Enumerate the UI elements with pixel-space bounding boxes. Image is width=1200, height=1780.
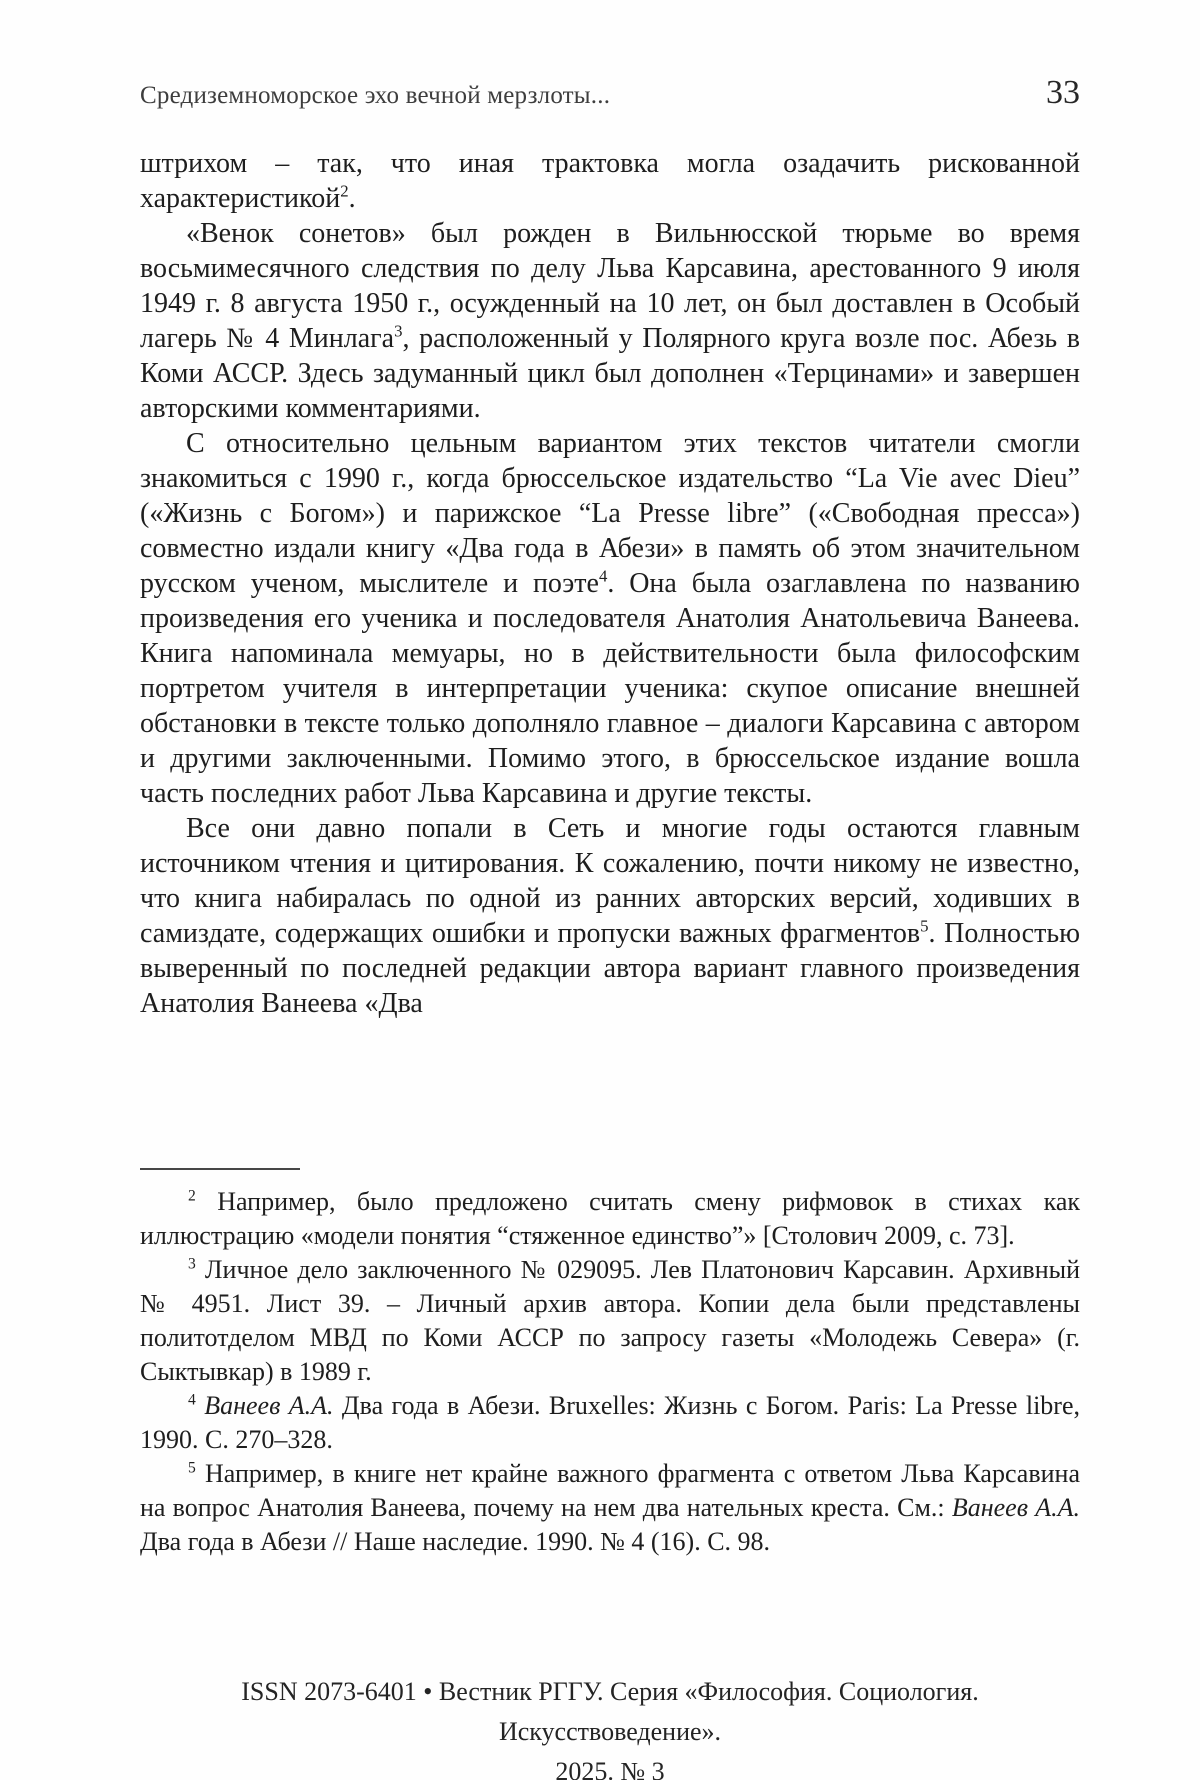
footnote [140,1253,1080,1389]
text-run: . Она была озаглавлена по названию произведения его ученика и последователя Анатолия Анатольевича Ванеева. Книга напоминала мемуары, но в действительности была философским портретом учителя в интерпретации ученика: скупое описание внешней обстановки в тексте только дополняло главное – диалоги Карсавина с автором и другими заключенными. Помимо этого, в брюссельское издание вошла часть последних работ Льва Карсавина и другие тексты. [140,568,1080,809]
text-run: . Полностью выверенный по последней редакции автора вариант главного произведения Анатолия Ванеева «Два [140,918,1081,1019]
page-number: 33 [1046,74,1080,111]
footnote-number: 3 [394,321,403,341]
footnote-separator [140,1168,300,1170]
footnote [140,1185,1080,1253]
footnotes-block [140,1185,1080,1559]
text-run: Например, в книге нет крайне важного фрагмента с ответом Льва Карсавина на вопрос Анатолия Ванеева, почему на нем два нательных креста. См.: [140,1459,1080,1522]
footnote-number: 3 [188,1255,196,1273]
text-run: Например, было предложено считать смену рифмовок в стихах как иллюстрацию «модели понятия “стяженное единство”» [Столович 2009, с. 73]. [140,1187,1080,1250]
paragraph [140,426,1080,811]
footnote [140,1389,1080,1457]
running-title: Средиземноморское эхо вечной мерзлоты... [140,82,611,109]
footnote [140,1457,1080,1559]
paragraph [140,811,1080,1021]
page-footer [140,1672,1080,1780]
text-run: Два года в Абези. Bruxelles: Жизнь с Богом. Paris: La Presse libre, 1990. С. 270–328. [140,1391,1080,1454]
italic-citation-author: Ванеев А.А. [951,1493,1080,1522]
text-run: Все они давно попали в Сеть и многие годы остаются главным источником чтения и цитирования. К сожалению, почти никому не известно, что книга набиралась по одной из ранних авторских версий, ходивших в самиздате, содержащих ошибки и пропуски важных фрагментов [140,813,1080,949]
text-run: штрихом – так, что иная трактовка могла озадачить рискованной характеристикой [140,148,1080,214]
text-run: С относительно цельным вариантом этих текстов читатели смогли знакомиться с 1990 г., когда брюссельское издательство “La Vie avec Dieu” («Жизнь с Богом») и парижское “La Presse libre” («Свободная пресса») совместно издали книгу «Два года в Абези» в память об этом значительном русском ученом, мыслителе и поэте [140,428,1080,599]
footnote-number: 5 [188,1459,196,1477]
footnote-number: 4 [188,1391,196,1409]
paragraph [140,146,1080,216]
text-run [196,1391,204,1420]
journal-issue-line: 2025. № 3 [555,1757,665,1780]
text-run: Личное дело заключенного № 029095. Лев Платонович Карсавин. Архивный № 4951. Лист 39. – Личный архив автора. Копии дела были представлены политотделом МВД по Коми АССР по запросу газеты «Молодежь Севера» (г. Сыктывкар) в 1989 г. [140,1255,1080,1386]
text-run: Два года в Абези // Наше наследие. 1990. № 4 (16). С. 98. [140,1527,771,1556]
footnote-number: 5 [920,916,929,936]
journal-issn-line: ISSN 2073-6401 • Вестник РГГУ. Серия «Философия. Социология. Искусствоведение». [241,1677,979,1746]
footnote-number: 2 [340,181,349,201]
text-run: . [348,183,356,214]
italic-citation-author: Ванеев А.А. [204,1391,334,1420]
footnote-number: 4 [598,566,608,586]
text-run: , расположенный у Полярного круга возле пос. Абезь в Коми АССР. Здесь задуманный цикл был дополнен «Терцинами» и завершен авторскими комментариями. [140,323,1080,424]
running-header [140,74,1080,112]
paragraph [140,216,1080,426]
footnote-number: 2 [188,1187,196,1205]
article-body [140,146,1080,1021]
text-run: «Венок сонетов» был рожден в Вильнюсской тюрьме во время восьмимесячного следствия по делу Льва Карсавина, арестованного 9 июля 1949 г. 8 августа 1950 г., осужденный на 10 лет, он был доставлен в Особый лагерь № 4 Минлага [140,218,1080,354]
